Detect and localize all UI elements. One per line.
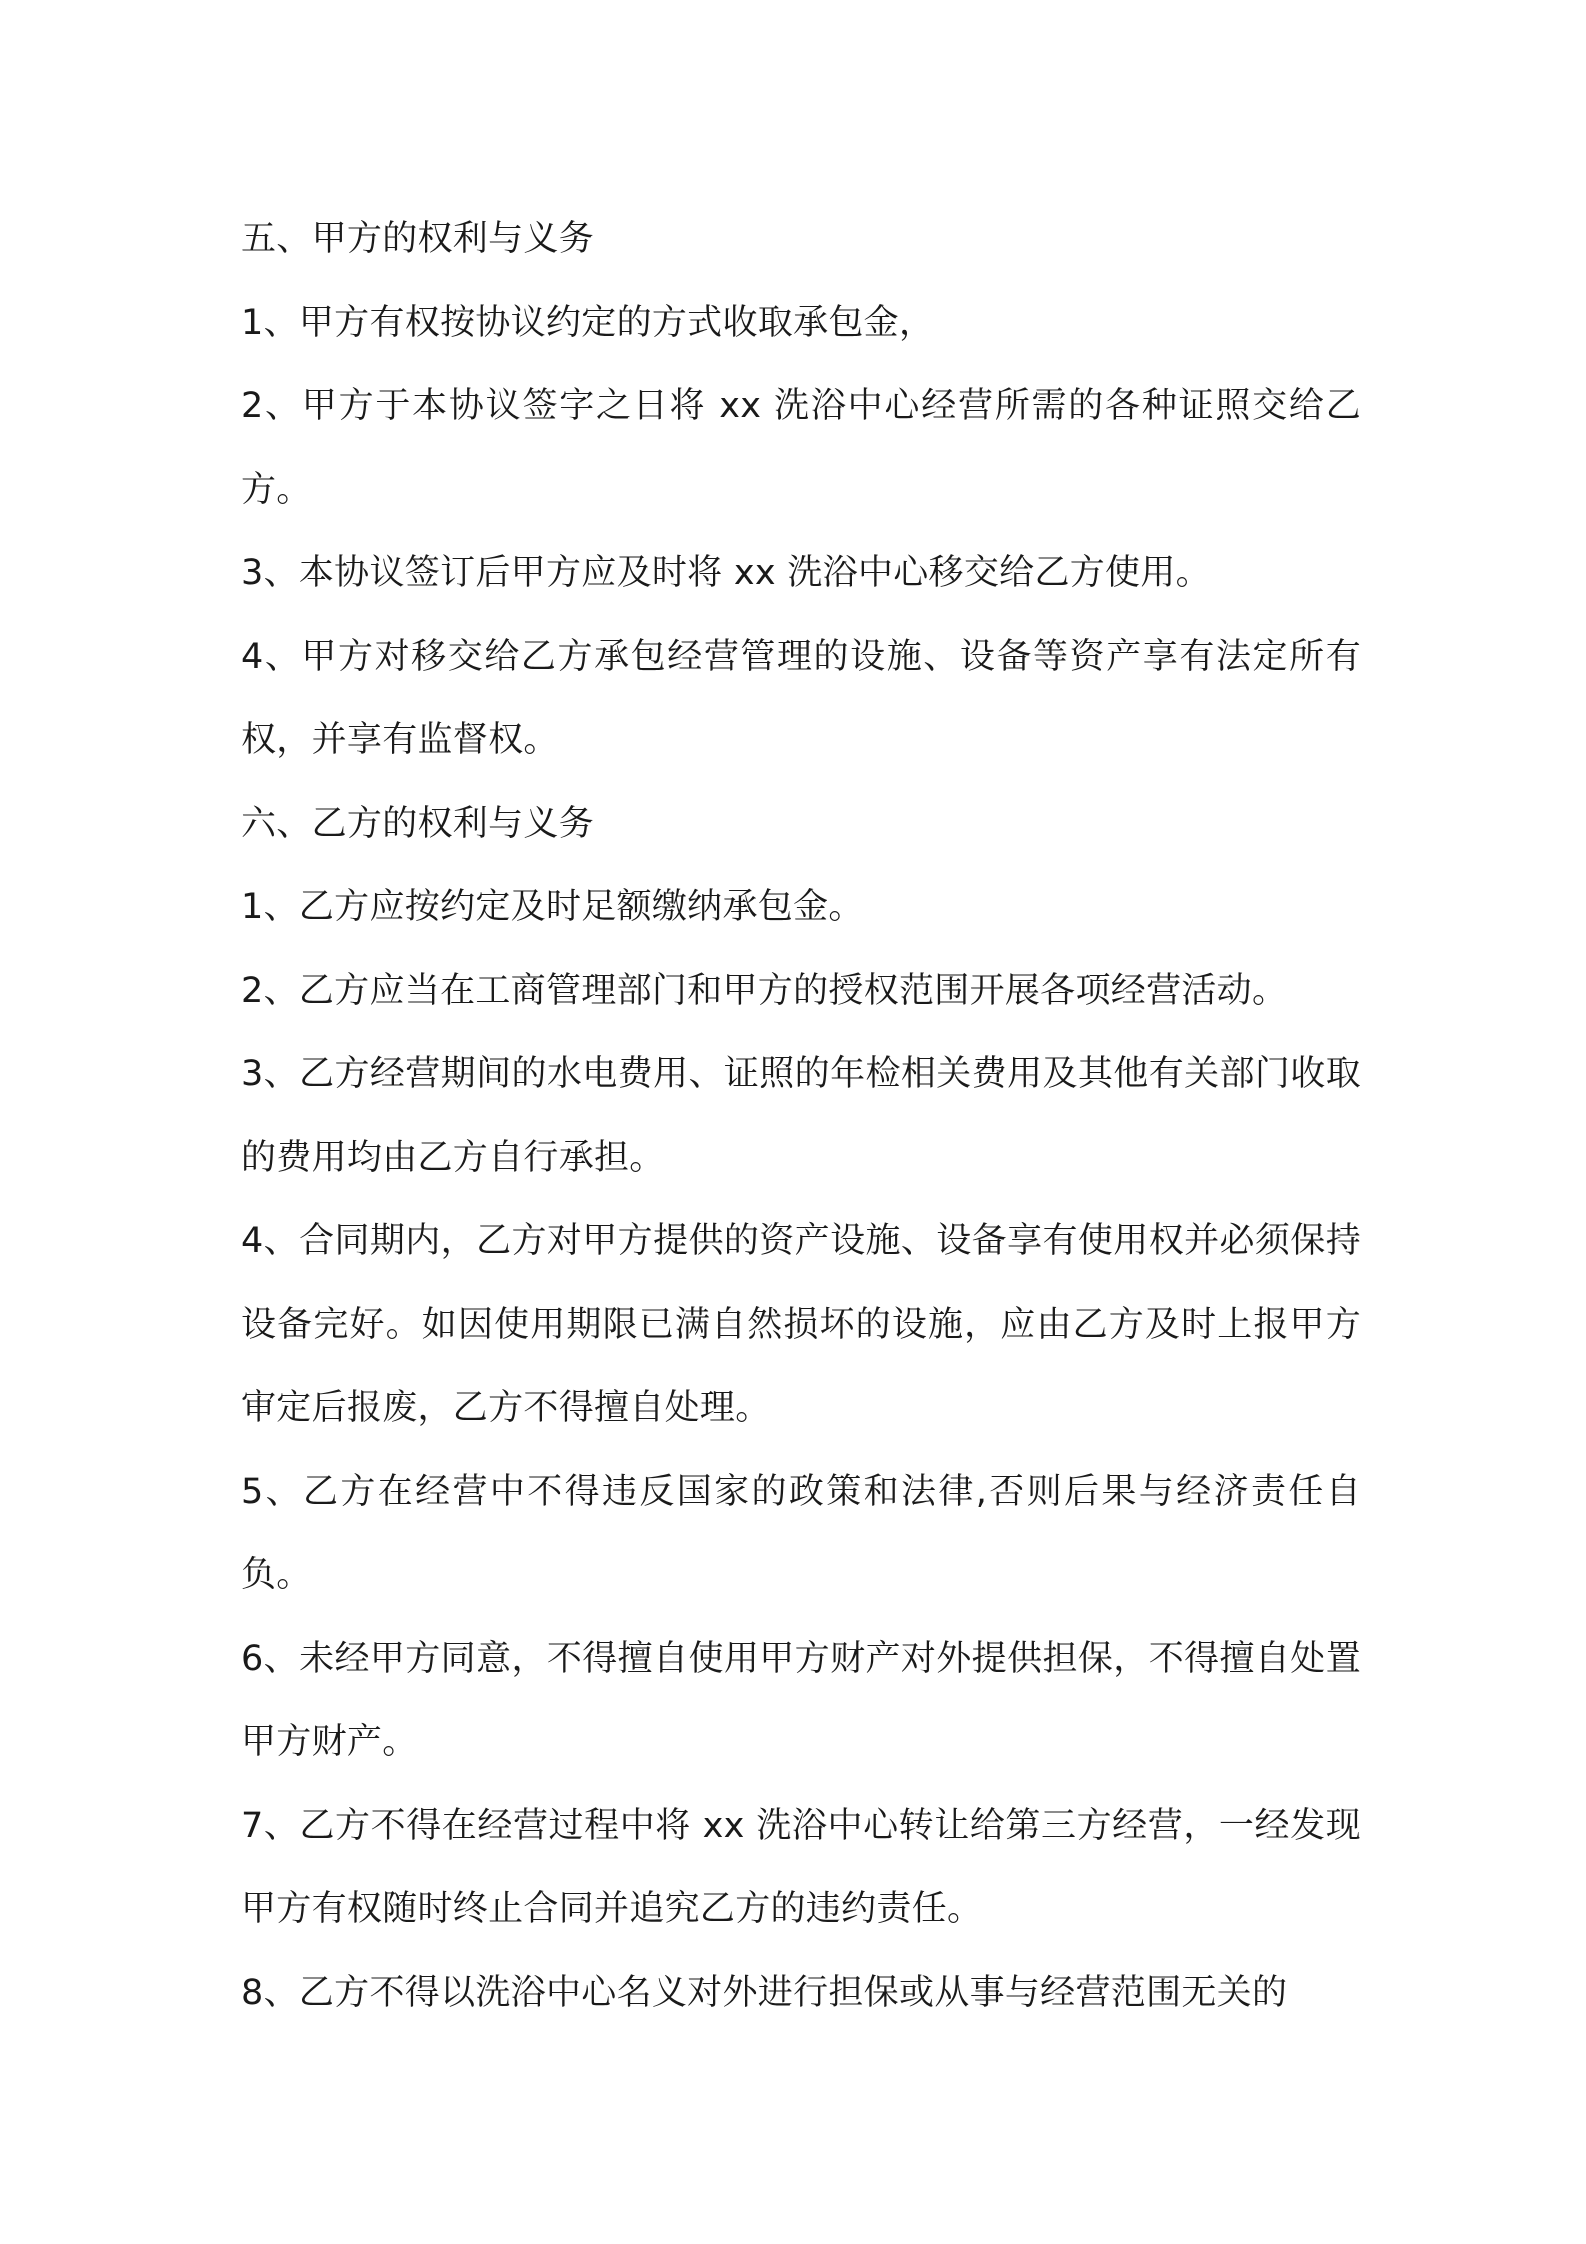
clause-a-2: 2、甲方于本协议签字之日将 xx 洗浴中心经营所需的各种证照交给乙方。 <box>241 386 1361 510</box>
clause-b-5: 5、乙方在经营中不得违反国家的政策和法律,否则后果与经济责任自负。 <box>241 1471 1361 1595</box>
clause-b-7: 7、乙方不得在经营过程中将 xx 洗浴中心转让给第三方经营，一经发现甲方有权随时终止合同并追究乙方的违约责任。 <box>241 1805 1361 1929</box>
clause-b-4: 4、合同期内，乙方对甲方提供的资产设施、设备享有使用权并必须保持设备完好。如因使用期限已满自然损坏的设施，应由乙方及时上报甲方审定后报废，乙方不得擅自处理。 <box>241 1221 1361 1428</box>
clause-b-3: 3、乙方经营期间的水电费用、证照的年检相关费用及其他有关部门收取的费用均由乙方自行承担。 <box>241 1054 1361 1178</box>
clause-a-3: 3、本协议签订后甲方应及时将 xx 洗浴中心移交给乙方使用。 <box>241 553 1211 593</box>
section-heading-party-a: 五、甲方的权利与义务 <box>241 219 595 259</box>
clause-b-8: 8、乙方不得以洗浴中心名义对外进行担保或从事与经营范围无关的 <box>241 1972 1288 2013</box>
clause-b-2: 2、乙方应当在工商管理部门和甲方的授权范围开展各项经营活动。 <box>241 970 1288 1011</box>
clause-b-1: 1、乙方应按约定及时足额缴纳承包金。 <box>241 887 864 927</box>
clause-a-4: 4、甲方对移交给乙方承包经营管理的设施、设备等资产享有法定所有权，并享有监督权。 <box>241 636 1361 760</box>
clause-a-1: 1、甲方有权按协议约定的方式收取承包金， <box>241 302 935 343</box>
clause-b-6: 6、未经甲方同意，不得擅自使用甲方财产对外提供担保，不得擅自处置甲方财产。 <box>241 1638 1361 1762</box>
section-heading-party-b: 六、乙方的权利与义务 <box>241 803 595 844</box>
document-body <box>241 198 1361 2035</box>
